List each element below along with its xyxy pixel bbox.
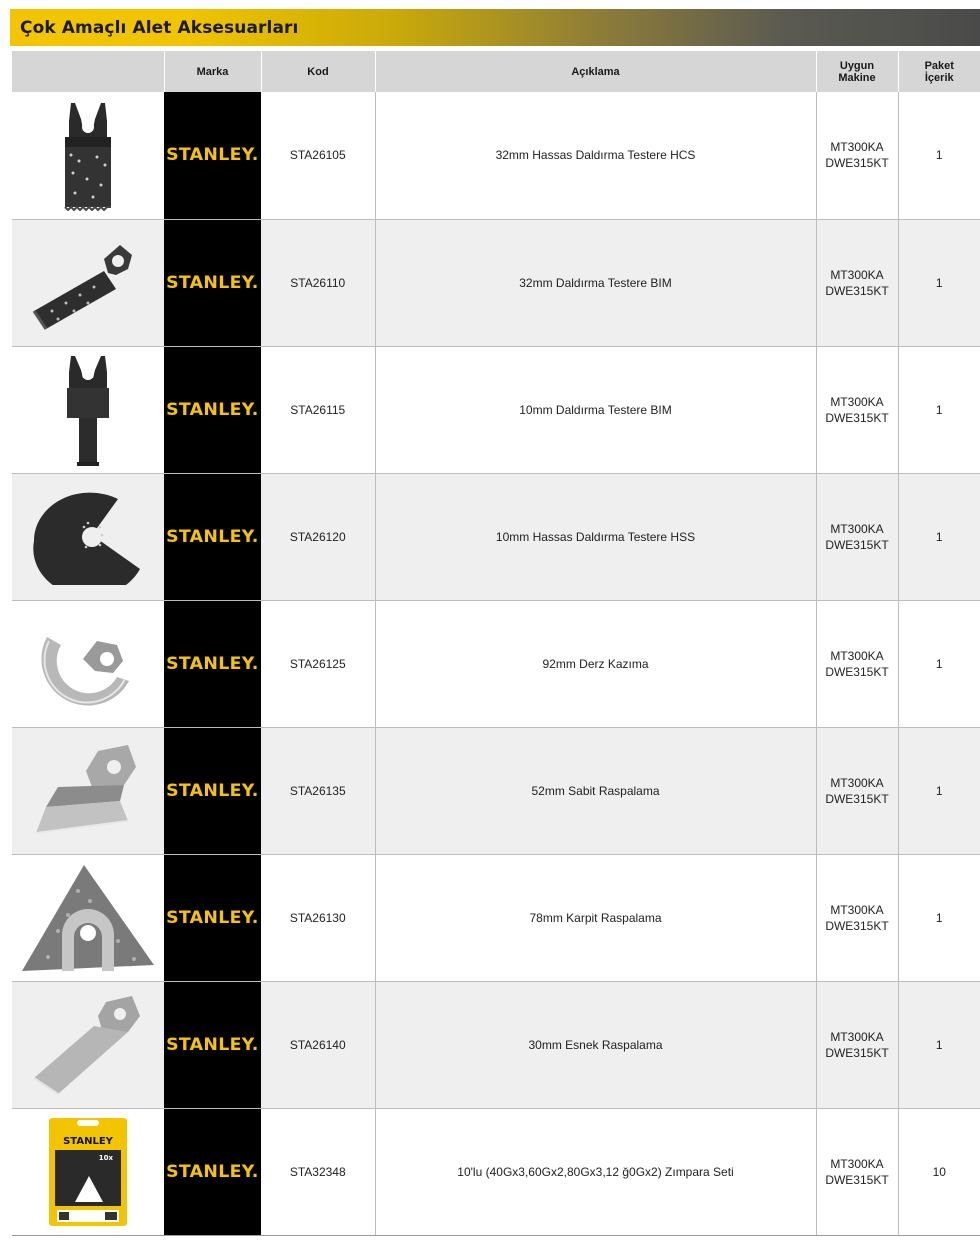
- brand-cell: [164, 219, 261, 346]
- header-machine: [816, 51, 898, 92]
- pack-cell: 10: [898, 1108, 980, 1235]
- machine-1: MT300KA: [830, 394, 884, 409]
- title-bar: [10, 9, 980, 46]
- pack-cell: 1: [898, 346, 980, 473]
- header-brand: Marka: [164, 51, 261, 92]
- stanley-logo: STANLEY.: [166, 526, 259, 547]
- product-image: [12, 92, 164, 219]
- machine-1: MT300KA: [830, 140, 884, 155]
- table-row: [12, 346, 980, 473]
- machine-1: MT300KA: [830, 648, 884, 663]
- grout-removal-blade-icon: [33, 619, 143, 709]
- brand-cell: [164, 1108, 261, 1235]
- product-image: [12, 727, 164, 854]
- table-row: [12, 600, 980, 727]
- code-cell: STA26130: [261, 854, 375, 981]
- stanley-logo: STANLEY.: [166, 1034, 259, 1055]
- pack-cell: 1: [898, 473, 980, 600]
- product-image: [12, 981, 164, 1108]
- machine-2: DWE315KT: [825, 1045, 889, 1060]
- machine-2: DWE315KT: [825, 791, 889, 806]
- code-cell: STA26140: [261, 981, 375, 1108]
- description-cell: 10mm Daldırma Testere BIM: [375, 346, 816, 473]
- description-cell: 10mm Hassas Daldırma Testere HSS: [375, 473, 816, 600]
- product-image: [12, 473, 164, 600]
- table-row: [12, 219, 980, 346]
- plunge-blade-bim-icon: [28, 233, 148, 333]
- pack-cell: 1: [898, 600, 980, 727]
- product-image: [12, 600, 164, 727]
- machine-2: DWE315KT: [825, 1172, 889, 1187]
- machine-1: MT300KA: [830, 1156, 884, 1171]
- machine-cell: [816, 727, 898, 854]
- code-cell: STA26115: [261, 346, 375, 473]
- machine-cell: [816, 981, 898, 1108]
- table-row: [12, 981, 980, 1108]
- brand-cell: [164, 854, 261, 981]
- header-code: Kod: [261, 51, 375, 92]
- machine-cell: [816, 92, 898, 219]
- machine-1: MT300KA: [830, 775, 884, 790]
- header-description: Açıklama: [375, 51, 816, 92]
- brand-cell: [164, 473, 261, 600]
- machine-cell: [816, 473, 898, 600]
- machine-1: MT300KA: [830, 902, 884, 917]
- machine-cell: [816, 219, 898, 346]
- product-image: [12, 219, 164, 346]
- header-pack-line2: İçerik: [924, 71, 954, 84]
- sanding-pack-icon: [45, 1114, 131, 1230]
- machine-1: MT300KA: [830, 521, 884, 536]
- stanley-logo: STANLEY.: [166, 780, 259, 801]
- machine-2: DWE315KT: [825, 410, 889, 425]
- stanley-logo: STANLEY.: [166, 272, 259, 293]
- header-pack: [898, 51, 980, 92]
- pack-cell: 1: [898, 981, 980, 1108]
- brand-cell: [164, 981, 261, 1108]
- pack-cell: 1: [898, 727, 980, 854]
- table-row: [12, 854, 980, 981]
- brand-cell: [164, 92, 261, 219]
- machine-2: DWE315KT: [825, 918, 889, 933]
- machine-1: MT300KA: [830, 1029, 884, 1044]
- plunge-blade-hcs-icon: [53, 99, 123, 211]
- header-machine-line2: Makine: [838, 71, 876, 84]
- product-image: [12, 854, 164, 981]
- description-cell: 32mm Hassas Daldırma Testere HCS: [375, 92, 816, 219]
- stanley-logo: STANLEY.: [166, 399, 259, 420]
- description-cell: 52mm Sabit Raspalama: [375, 727, 816, 854]
- description-cell: 92mm Derz Kazıma: [375, 600, 816, 727]
- stanley-logo: STANLEY.: [166, 145, 259, 166]
- machine-cell: [816, 600, 898, 727]
- machine-cell: [816, 346, 898, 473]
- table-row: [12, 1108, 980, 1235]
- brand-cell: [164, 600, 261, 727]
- carbide-rasp-icon: [18, 861, 158, 975]
- code-cell: STA26110: [261, 219, 375, 346]
- machine-1: MT300KA: [830, 267, 884, 282]
- brand-cell: [164, 346, 261, 473]
- stanley-logo: STANLEY.: [166, 907, 259, 928]
- code-cell: STA32348: [261, 1108, 375, 1235]
- code-cell: STA26125: [261, 600, 375, 727]
- description-cell: 30mm Esnek Raspalama: [375, 981, 816, 1108]
- machine-cell: [816, 854, 898, 981]
- header-machine-line1: Uygun: [839, 59, 875, 72]
- machine-2: DWE315KT: [825, 537, 889, 552]
- narrow-plunge-blade-icon: [53, 352, 123, 468]
- header-row: [12, 51, 980, 92]
- segment-saw-blade-icon: [28, 489, 148, 585]
- code-cell: STA26105: [261, 92, 375, 219]
- machine-2: DWE315KT: [825, 283, 889, 298]
- pack-cell: 1: [898, 92, 980, 219]
- code-cell: STA26120: [261, 473, 375, 600]
- code-cell: STA26135: [261, 727, 375, 854]
- description-cell: 78mm Karpit Raspalama: [375, 854, 816, 981]
- pack-cell: 1: [898, 854, 980, 981]
- product-table: [12, 51, 980, 1236]
- header-image: [12, 51, 164, 92]
- flexible-scraper-icon: [28, 990, 148, 1100]
- stanley-logo: STANLEY.: [166, 1161, 259, 1182]
- machine-2: DWE315KT: [825, 156, 889, 171]
- description-cell: 10'lu (40Gx3,60Gx2,80Gx3,12 ğ0Gx2) Zımpara Seti: [375, 1108, 816, 1235]
- table-row: [12, 92, 980, 219]
- pack-brand-text: STANLEY: [63, 1135, 113, 1147]
- pack-count-text: 10x: [98, 1153, 113, 1162]
- pack-cell: 1: [898, 219, 980, 346]
- table-row: [12, 727, 980, 854]
- rigid-scraper-icon: [28, 741, 148, 841]
- product-image: [12, 346, 164, 473]
- page-title: Çok Amaçlı Alet Aksesuarları: [20, 17, 299, 38]
- machine-2: DWE315KT: [825, 664, 889, 679]
- header-pack-line1: Paket: [924, 59, 954, 72]
- product-image: [12, 1108, 164, 1235]
- description-cell: 32mm Daldırma Testere BIM: [375, 219, 816, 346]
- brand-cell: [164, 727, 261, 854]
- stanley-logo: STANLEY.: [166, 653, 259, 674]
- machine-cell: [816, 1108, 898, 1235]
- table-row: [12, 473, 980, 600]
